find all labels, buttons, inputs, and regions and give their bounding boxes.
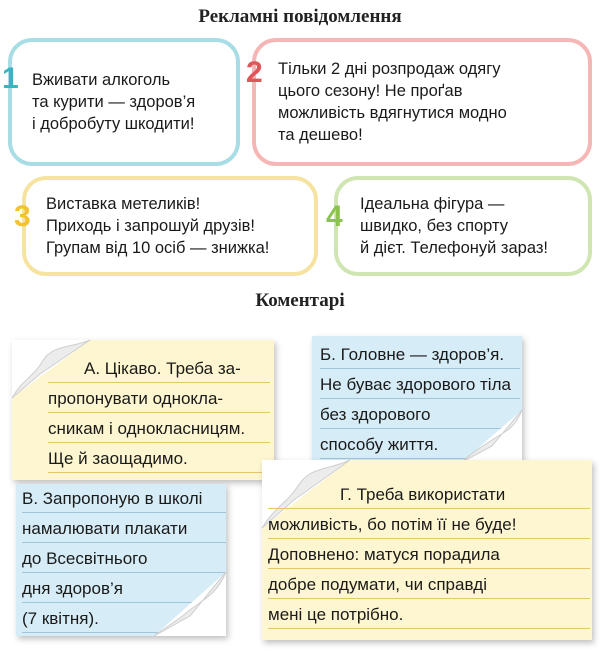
comment-text-a: А. Цікаво. Треба за- пропонувати однокла- сникам і однокласницям. Ще й заощадимо.: [48, 354, 270, 474]
comment-note-b: [312, 336, 522, 462]
ad-number-4: 4: [326, 200, 343, 233]
page-curl-icon: [452, 402, 522, 462]
ad-card-3: [14, 176, 318, 276]
comment-note-v: [16, 484, 226, 636]
comments-heading: Коментарі: [255, 290, 345, 311]
ad-number-2: 2: [246, 56, 263, 89]
ad-text-2: Тільки 2 дні розпродаж одягу цього сезону! Не проґав можливість вдягнутися модно та дешево!: [278, 60, 507, 144]
ad-text-1: Вживати алкоголь та курити — здоров’я і добробуту шкодити!: [32, 71, 196, 133]
ad-card-2: [246, 38, 592, 166]
comment-note-g: [262, 460, 592, 640]
comment-text-g: Г. Треба використати можливість, бо потім її не буде! Доповнено: матуся порадила добре подумати, чи справді мені це потрібно.: [268, 480, 590, 630]
ad-text-4: Ідеальна фігура — швидко, без спорту й дієт. Телефонуй зараз!: [360, 195, 548, 257]
ad-card-1: [2, 38, 240, 166]
ads-heading: Рекламні повідомлення: [198, 6, 402, 27]
comment-text-b: Б. Головне — здоров’я. Не буває здорового тіла без здорового способу життя.: [320, 340, 520, 460]
comment-text-v: В. Запропоную в школі намалювати плакати до Всесвітнього дня здоров’я (7 квітня).: [22, 484, 226, 634]
ad-number-1: 1: [2, 62, 19, 95]
ad-text-3: Виставка метеликів! Приходь і запрошуй друзів! Групам від 10 осіб — знижка!: [46, 195, 270, 257]
ad-number-3: 3: [14, 200, 31, 233]
comment-note-a: [12, 340, 274, 480]
page-curl-icon: [146, 566, 226, 636]
ad-card-4: [326, 176, 592, 276]
